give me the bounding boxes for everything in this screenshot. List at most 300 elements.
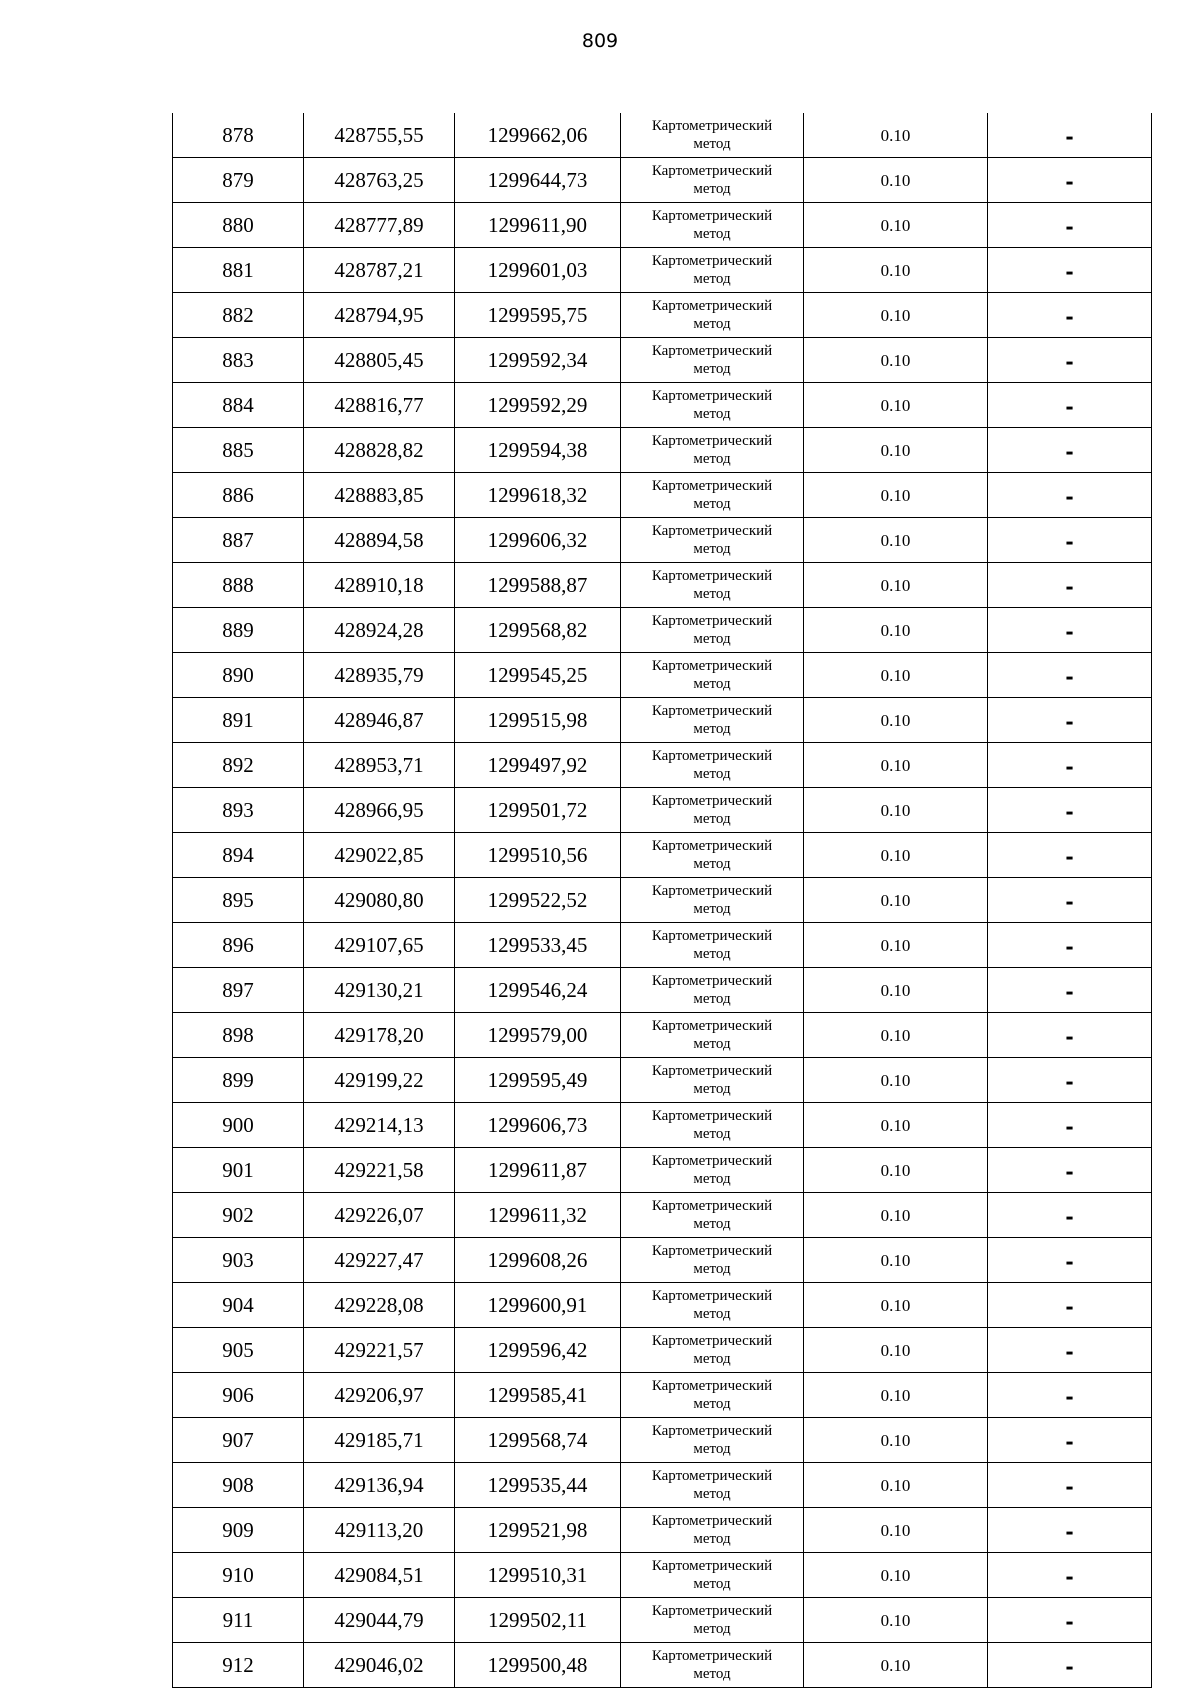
x-coordinate-cell: 429107,65: [304, 923, 455, 968]
method-text-line1: Картометрический: [651, 973, 773, 989]
method-text-line1: Картометрический: [651, 703, 773, 719]
x-coordinate-cell: 429214,13: [304, 1103, 455, 1148]
method-text-line2: метод: [693, 1081, 731, 1097]
y-coordinate-cell: 1299510,56: [455, 833, 621, 878]
method-cell: [621, 1328, 804, 1373]
y-coordinate-cell: 1299595,75: [455, 293, 621, 338]
point-number-cell: 891: [173, 698, 304, 743]
y-coordinate-cell: 1299497,92: [455, 743, 621, 788]
x-coordinate-cell: 429136,94: [304, 1463, 455, 1508]
method-cell: [621, 608, 804, 653]
note-cell: -: [988, 563, 1152, 608]
y-coordinate-cell: 1299592,34: [455, 338, 621, 383]
point-number-cell: 910: [173, 1553, 304, 1598]
accuracy-cell: 0.10: [804, 1553, 988, 1598]
method-cell: [621, 968, 804, 1013]
method-cell: [621, 518, 804, 563]
note-cell: -: [988, 653, 1152, 698]
method-cell: [621, 1283, 804, 1328]
x-coordinate-cell: 428794,95: [304, 293, 455, 338]
method-text-line2: метод: [693, 901, 731, 917]
y-coordinate-cell: 1299502,11: [455, 1598, 621, 1643]
point-number-cell: 884: [173, 383, 304, 428]
table-row: [173, 1508, 1152, 1553]
table-row: [173, 1463, 1152, 1508]
note-cell: -: [988, 248, 1152, 293]
method-text-line1: Картометрический: [651, 388, 773, 404]
table-row: [173, 518, 1152, 563]
x-coordinate-cell: 429227,47: [304, 1238, 455, 1283]
accuracy-cell: 0.10: [804, 1058, 988, 1103]
note-cell: -: [988, 923, 1152, 968]
method-text-line1: Картометрический: [651, 1333, 773, 1349]
table-row: [173, 923, 1152, 968]
method-cell: [621, 563, 804, 608]
accuracy-cell: 0.10: [804, 1373, 988, 1418]
table-row: [173, 1373, 1152, 1418]
y-coordinate-cell: 1299533,45: [455, 923, 621, 968]
point-number-cell: 907: [173, 1418, 304, 1463]
method-text-line1: Картометрический: [651, 478, 773, 494]
method-text-line1: Картометрический: [651, 343, 773, 359]
note-cell: -: [988, 1013, 1152, 1058]
note-cell: -: [988, 1643, 1152, 1688]
method-text-line1: Картометрический: [651, 298, 773, 314]
method-cell: [621, 203, 804, 248]
point-number-cell: 894: [173, 833, 304, 878]
point-number-cell: 882: [173, 293, 304, 338]
method-text-line1: Картометрический: [651, 1603, 773, 1619]
y-coordinate-cell: 1299611,32: [455, 1193, 621, 1238]
table-row: [173, 1148, 1152, 1193]
method-text-line2: метод: [693, 1621, 731, 1637]
note-cell: -: [988, 1463, 1152, 1508]
method-text-line1: Картометрический: [651, 253, 773, 269]
table-row: [173, 1013, 1152, 1058]
table-row: [173, 293, 1152, 338]
accuracy-cell: 0.10: [804, 1013, 988, 1058]
note-cell: -: [988, 743, 1152, 788]
method-cell: [621, 383, 804, 428]
method-text-line2: метод: [693, 406, 731, 422]
x-coordinate-cell: 428763,25: [304, 158, 455, 203]
point-number-cell: 878: [173, 113, 304, 158]
accuracy-cell: 0.10: [804, 383, 988, 428]
x-coordinate-cell: 428777,89: [304, 203, 455, 248]
note-cell: -: [988, 878, 1152, 923]
point-number-cell: 880: [173, 203, 304, 248]
method-text-line2: метод: [693, 181, 731, 197]
method-cell: [621, 878, 804, 923]
method-text-line2: метод: [693, 1576, 731, 1592]
method-text-line1: Картометрический: [651, 1648, 773, 1664]
table-row: [173, 113, 1152, 158]
table-row: [173, 833, 1152, 878]
method-text-line2: метод: [693, 1486, 731, 1502]
y-coordinate-cell: 1299595,49: [455, 1058, 621, 1103]
point-number-cell: 895: [173, 878, 304, 923]
accuracy-cell: 0.10: [804, 113, 988, 158]
accuracy-cell: 0.10: [804, 158, 988, 203]
method-text-line1: Картометрический: [651, 568, 773, 584]
table-row: [173, 1283, 1152, 1328]
method-text-line2: метод: [693, 1126, 731, 1142]
x-coordinate-cell: 429199,22: [304, 1058, 455, 1103]
accuracy-cell: 0.10: [804, 968, 988, 1013]
method-text-line2: метод: [693, 766, 731, 782]
method-text-line1: Картометрический: [651, 208, 773, 224]
note-cell: -: [988, 518, 1152, 563]
y-coordinate-cell: 1299515,98: [455, 698, 621, 743]
y-coordinate-cell: 1299596,42: [455, 1328, 621, 1373]
method-cell: [621, 698, 804, 743]
x-coordinate-cell: 429221,58: [304, 1148, 455, 1193]
y-coordinate-cell: 1299600,91: [455, 1283, 621, 1328]
method-cell: [621, 1193, 804, 1238]
method-cell: [621, 923, 804, 968]
method-text-line2: метод: [693, 361, 731, 377]
point-number-cell: 888: [173, 563, 304, 608]
point-number-cell: 889: [173, 608, 304, 653]
point-number-cell: 899: [173, 1058, 304, 1103]
note-cell: -: [988, 1058, 1152, 1103]
x-coordinate-cell: 428805,45: [304, 338, 455, 383]
method-text-line1: Картометрический: [651, 883, 773, 899]
note-cell: -: [988, 1103, 1152, 1148]
accuracy-cell: 0.10: [804, 788, 988, 833]
method-text-line2: метод: [693, 1306, 731, 1322]
method-text-line2: метод: [693, 316, 731, 332]
table-row: [173, 608, 1152, 653]
accuracy-cell: 0.10: [804, 203, 988, 248]
table-row: [173, 1193, 1152, 1238]
note-cell: -: [988, 383, 1152, 428]
accuracy-cell: 0.10: [804, 1463, 988, 1508]
table-row: [173, 248, 1152, 293]
y-coordinate-cell: 1299588,87: [455, 563, 621, 608]
x-coordinate-cell: 429046,02: [304, 1643, 455, 1688]
method-text-line2: метод: [693, 631, 731, 647]
method-text-line2: метод: [693, 676, 731, 692]
accuracy-cell: 0.10: [804, 1238, 988, 1283]
coordinates-table: [172, 113, 1152, 1688]
method-text-line1: Картометрический: [651, 1243, 773, 1259]
point-number-cell: 887: [173, 518, 304, 563]
x-coordinate-cell: 429044,79: [304, 1598, 455, 1643]
note-cell: -: [988, 1373, 1152, 1418]
method-text-line2: метод: [693, 1036, 731, 1052]
point-number-cell: 912: [173, 1643, 304, 1688]
x-coordinate-cell: 429206,97: [304, 1373, 455, 1418]
note-cell: -: [988, 833, 1152, 878]
x-coordinate-cell: 428953,71: [304, 743, 455, 788]
table-row: [173, 338, 1152, 383]
y-coordinate-cell: 1299601,03: [455, 248, 621, 293]
table-row: [173, 473, 1152, 518]
note-cell: -: [988, 1553, 1152, 1598]
point-number-cell: 886: [173, 473, 304, 518]
point-number-cell: 903: [173, 1238, 304, 1283]
method-text-line2: метод: [693, 856, 731, 872]
note-cell: -: [988, 113, 1152, 158]
method-text-line2: метод: [693, 541, 731, 557]
method-text-line1: Картометрический: [651, 1378, 773, 1394]
y-coordinate-cell: 1299568,82: [455, 608, 621, 653]
point-number-cell: 900: [173, 1103, 304, 1148]
y-coordinate-cell: 1299662,06: [455, 113, 621, 158]
point-number-cell: 893: [173, 788, 304, 833]
method-cell: [621, 1238, 804, 1283]
method-text-line2: метод: [693, 1531, 731, 1547]
y-coordinate-cell: 1299585,41: [455, 1373, 621, 1418]
table-row: [173, 653, 1152, 698]
accuracy-cell: 0.10: [804, 1283, 988, 1328]
point-number-cell: 885: [173, 428, 304, 473]
x-coordinate-cell: 429185,71: [304, 1418, 455, 1463]
accuracy-cell: 0.10: [804, 1643, 988, 1688]
note-cell: -: [988, 608, 1152, 653]
accuracy-cell: 0.10: [804, 878, 988, 923]
method-text-line1: Картометрический: [651, 613, 773, 629]
y-coordinate-cell: 1299592,29: [455, 383, 621, 428]
method-cell: [621, 1013, 804, 1058]
table-row: [173, 968, 1152, 1013]
method-text-line1: Картометрический: [651, 1108, 773, 1124]
method-text-line1: Картометрический: [651, 1558, 773, 1574]
x-coordinate-cell: 429178,20: [304, 1013, 455, 1058]
method-cell: [621, 1103, 804, 1148]
y-coordinate-cell: 1299546,24: [455, 968, 621, 1013]
x-coordinate-cell: 429084,51: [304, 1553, 455, 1598]
method-cell: [621, 1553, 804, 1598]
method-text-line1: Картометрический: [651, 1018, 773, 1034]
note-cell: -: [988, 1328, 1152, 1373]
y-coordinate-cell: 1299501,72: [455, 788, 621, 833]
point-number-cell: 908: [173, 1463, 304, 1508]
y-coordinate-cell: 1299594,38: [455, 428, 621, 473]
note-cell: -: [988, 1193, 1152, 1238]
method-text-line1: Картометрический: [651, 1288, 773, 1304]
note-cell: -: [988, 428, 1152, 473]
point-number-cell: 911: [173, 1598, 304, 1643]
x-coordinate-cell: 428828,82: [304, 428, 455, 473]
table-row: [173, 1418, 1152, 1463]
note-cell: -: [988, 1508, 1152, 1553]
method-cell: [621, 1643, 804, 1688]
y-coordinate-cell: 1299510,31: [455, 1553, 621, 1598]
method-text-line1: Картометрический: [651, 118, 773, 134]
method-cell: [621, 1373, 804, 1418]
method-text-line2: метод: [693, 586, 731, 602]
method-text-line2: метод: [693, 496, 731, 512]
method-cell: [621, 1508, 804, 1553]
point-number-cell: 909: [173, 1508, 304, 1553]
point-number-cell: 879: [173, 158, 304, 203]
accuracy-cell: 0.10: [804, 563, 988, 608]
method-text-line2: метод: [693, 451, 731, 467]
x-coordinate-cell: 428894,58: [304, 518, 455, 563]
y-coordinate-cell: 1299608,26: [455, 1238, 621, 1283]
x-coordinate-cell: 429221,57: [304, 1328, 455, 1373]
note-cell: -: [988, 1418, 1152, 1463]
table-row: [173, 383, 1152, 428]
x-coordinate-cell: 428935,79: [304, 653, 455, 698]
method-text-line2: метод: [693, 946, 731, 962]
method-text-line2: метод: [693, 721, 731, 737]
method-cell: [621, 293, 804, 338]
y-coordinate-cell: 1299535,44: [455, 1463, 621, 1508]
method-text-line2: метод: [693, 1216, 731, 1232]
accuracy-cell: 0.10: [804, 473, 988, 518]
method-cell: [621, 743, 804, 788]
point-number-cell: 901: [173, 1148, 304, 1193]
method-text-line2: метод: [693, 1441, 731, 1457]
note-cell: -: [988, 968, 1152, 1013]
table-row: [173, 1643, 1152, 1688]
table-row: [173, 158, 1152, 203]
method-cell: [621, 1598, 804, 1643]
note-cell: -: [988, 698, 1152, 743]
accuracy-cell: 0.10: [804, 653, 988, 698]
method-text-line1: Картометрический: [651, 1063, 773, 1079]
table-row: [173, 698, 1152, 743]
method-text-line1: Картометрический: [651, 658, 773, 674]
point-number-cell: 897: [173, 968, 304, 1013]
accuracy-cell: 0.10: [804, 293, 988, 338]
x-coordinate-cell: 428755,55: [304, 113, 455, 158]
method-text-line2: метод: [693, 1171, 731, 1187]
note-cell: -: [988, 158, 1152, 203]
table-row: [173, 1598, 1152, 1643]
x-coordinate-cell: 429228,08: [304, 1283, 455, 1328]
method-text-line1: Картометрический: [651, 1513, 773, 1529]
x-coordinate-cell: 428816,77: [304, 383, 455, 428]
method-text-line1: Картометрический: [651, 838, 773, 854]
method-text-line1: Картометрический: [651, 163, 773, 179]
accuracy-cell: 0.10: [804, 1103, 988, 1148]
note-cell: -: [988, 1238, 1152, 1283]
table-row: [173, 743, 1152, 788]
method-text-line2: метод: [693, 1666, 731, 1682]
y-coordinate-cell: 1299579,00: [455, 1013, 621, 1058]
method-text-line2: метод: [693, 1261, 731, 1277]
method-cell: [621, 1463, 804, 1508]
y-coordinate-cell: 1299611,87: [455, 1148, 621, 1193]
y-coordinate-cell: 1299644,73: [455, 158, 621, 203]
x-coordinate-cell: 429022,85: [304, 833, 455, 878]
point-number-cell: 905: [173, 1328, 304, 1373]
note-cell: -: [988, 293, 1152, 338]
note-cell: -: [988, 203, 1152, 248]
accuracy-cell: 0.10: [804, 1598, 988, 1643]
method-text-line1: Картометрический: [651, 1198, 773, 1214]
point-number-cell: 890: [173, 653, 304, 698]
y-coordinate-cell: 1299522,52: [455, 878, 621, 923]
point-number-cell: 902: [173, 1193, 304, 1238]
note-cell: -: [988, 338, 1152, 383]
accuracy-cell: 0.10: [804, 743, 988, 788]
accuracy-cell: 0.10: [804, 1148, 988, 1193]
method-cell: [621, 338, 804, 383]
method-cell: [621, 653, 804, 698]
table-row: [173, 1553, 1152, 1598]
method-cell: [621, 473, 804, 518]
table-row: [173, 563, 1152, 608]
method-text-line1: Картометрический: [651, 1153, 773, 1169]
method-cell: [621, 248, 804, 293]
note-cell: -: [988, 473, 1152, 518]
table-row: [173, 203, 1152, 248]
y-coordinate-cell: 1299606,73: [455, 1103, 621, 1148]
point-number-cell: 892: [173, 743, 304, 788]
x-coordinate-cell: 429113,20: [304, 1508, 455, 1553]
table-row: [173, 428, 1152, 473]
method-text-line2: метод: [693, 271, 731, 287]
y-coordinate-cell: 1299611,90: [455, 203, 621, 248]
point-number-cell: 883: [173, 338, 304, 383]
method-cell: [621, 1418, 804, 1463]
x-coordinate-cell: 428966,95: [304, 788, 455, 833]
accuracy-cell: 0.10: [804, 1508, 988, 1553]
method-text-line2: метод: [693, 136, 731, 152]
method-text-line1: Картометрический: [651, 793, 773, 809]
x-coordinate-cell: 429130,21: [304, 968, 455, 1013]
point-number-cell: 881: [173, 248, 304, 293]
y-coordinate-cell: 1299521,98: [455, 1508, 621, 1553]
x-coordinate-cell: 428924,28: [304, 608, 455, 653]
method-cell: [621, 428, 804, 473]
table-row: [173, 1238, 1152, 1283]
point-number-cell: 906: [173, 1373, 304, 1418]
point-number-cell: 896: [173, 923, 304, 968]
x-coordinate-cell: 428787,21: [304, 248, 455, 293]
method-text-line2: метод: [693, 1396, 731, 1412]
coordinates-table-body: [173, 113, 1152, 1688]
x-coordinate-cell: 428946,87: [304, 698, 455, 743]
x-coordinate-cell: 429226,07: [304, 1193, 455, 1238]
note-cell: -: [988, 1598, 1152, 1643]
accuracy-cell: 0.10: [804, 833, 988, 878]
method-text-line2: метод: [693, 1351, 731, 1367]
table-row: [173, 1328, 1152, 1373]
y-coordinate-cell: 1299568,74: [455, 1418, 621, 1463]
point-number-cell: 898: [173, 1013, 304, 1058]
x-coordinate-cell: 428910,18: [304, 563, 455, 608]
accuracy-cell: 0.10: [804, 608, 988, 653]
x-coordinate-cell: 429080,80: [304, 878, 455, 923]
method-text-line1: Картометрический: [651, 928, 773, 944]
method-text-line1: Картометрический: [651, 523, 773, 539]
method-cell: [621, 113, 804, 158]
accuracy-cell: 0.10: [804, 428, 988, 473]
table-row: [173, 1058, 1152, 1103]
accuracy-cell: 0.10: [804, 248, 988, 293]
y-coordinate-cell: 1299500,48: [455, 1643, 621, 1688]
y-coordinate-cell: 1299545,25: [455, 653, 621, 698]
accuracy-cell: 0.10: [804, 1193, 988, 1238]
method-text-line2: метод: [693, 991, 731, 1007]
accuracy-cell: 0.10: [804, 1418, 988, 1463]
accuracy-cell: 0.10: [804, 923, 988, 968]
y-coordinate-cell: 1299606,32: [455, 518, 621, 563]
note-cell: -: [988, 1283, 1152, 1328]
note-cell: -: [988, 788, 1152, 833]
method-text-line2: метод: [693, 226, 731, 242]
note-cell: -: [988, 1148, 1152, 1193]
accuracy-cell: 0.10: [804, 518, 988, 563]
method-text-line1: Картометрический: [651, 748, 773, 764]
method-cell: [621, 833, 804, 878]
